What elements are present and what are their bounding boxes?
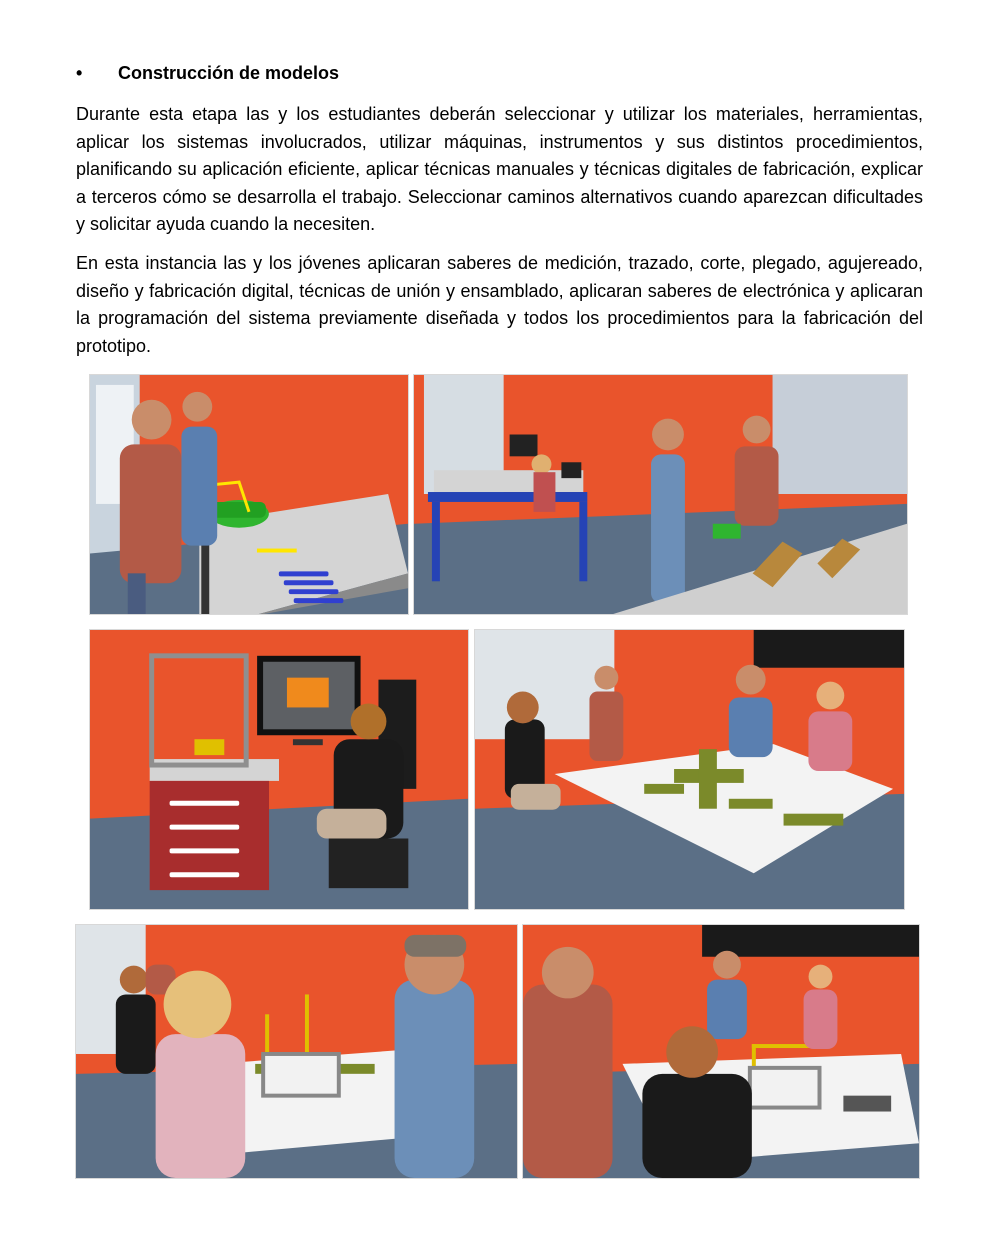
image-lab-room (413, 374, 908, 615)
paragraph-1: Durante esta etapa las y los estudiantes deberán seleccionar y utilizar los materiales, herramientas, aplicar los sistemas involucrados, utilizar máquinas, instrumentos y sus distintos procedimientos, planificando su aplicación eficiente, aplicar técnicas manuales y técnicas digitales de fabricación, explicar a terceros cómo se desarrolla el trabajo. Seleccionar caminos alternativos cuando aparezcan dificultades y solicitar ayuda cuando la necesiten. (76, 104, 923, 234)
image-team-traffic-light (522, 924, 920, 1179)
image-vise-workbench (89, 374, 409, 615)
paragraph-2: En esta instancia las y los jóvenes aplicaran saberes de medición, trazado, corte, plegado, agujereado, diseño y fabricación digital, técnicas de unión y ensamblado, aplicaran saberes de electrónica y aplicaran la programación del sistema previamente diseñada y todos los procedimientos para la fabricación del prototipo. (76, 253, 923, 356)
image-3d-printer (89, 629, 469, 910)
bullet-glyph: • (76, 63, 83, 83)
image-team-table (474, 629, 905, 910)
image-laptop-programming (75, 924, 518, 1179)
section-title: Construcción de modelos (118, 63, 340, 83)
